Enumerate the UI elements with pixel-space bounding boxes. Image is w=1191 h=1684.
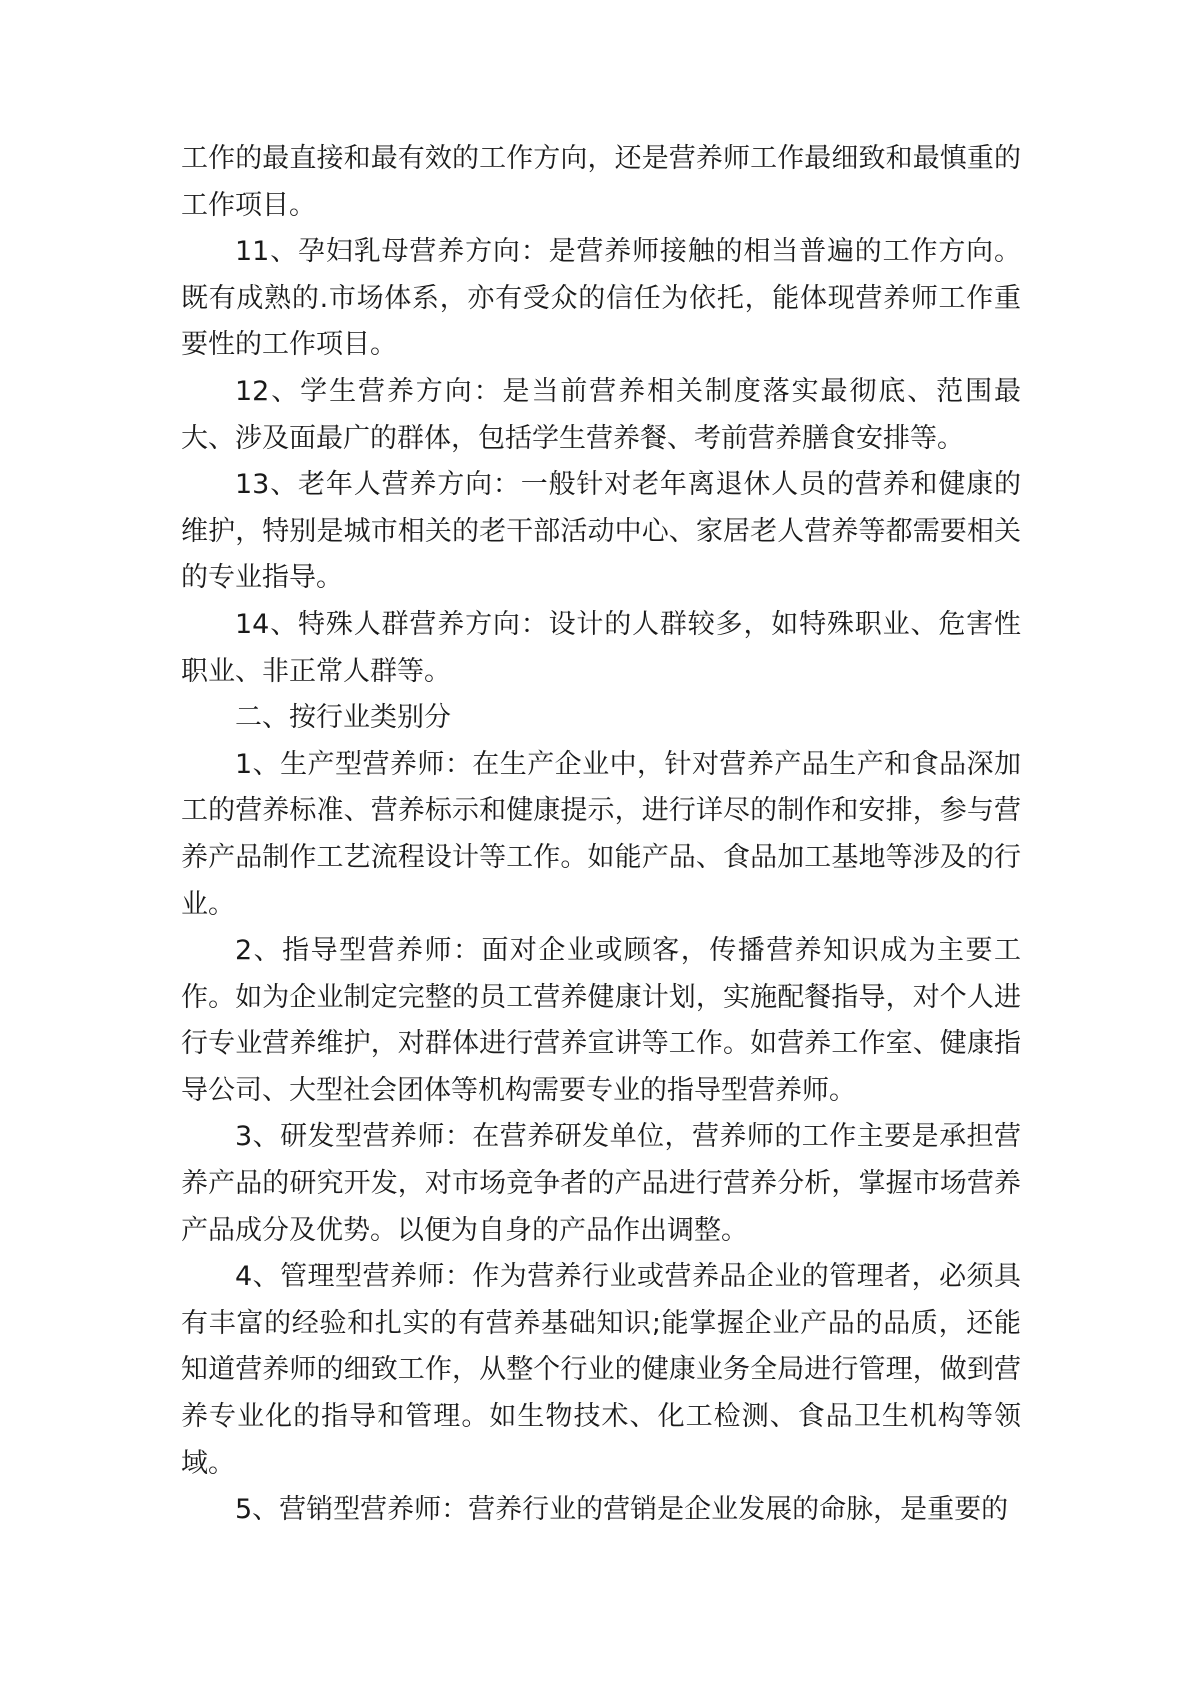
document-body <box>181 136 1021 1534</box>
paragraph-item-14: 14、特殊人群营养方向：设计的人群较多，如特殊职业、危害性职业、非正常人群等。 <box>181 608 1021 687</box>
paragraph-item-11: 11、孕妇乳母营养方向：是营养师接触的相当普遍的工作方向。既有成熟的.市场体系，亦有受众的信任为依托，能体现营养师工作重要性的工作项目。 <box>181 236 1021 361</box>
paragraph-industry-3: 3、研发型营养师：在营养研发单位，营养师的工作主要是承担营养产品的研究开发，对市场竞争者的产品进行营养分析，掌握市场营养产品成分及优势。以便为自身的产品作出调整。 <box>181 1121 1021 1246</box>
paragraph-industry-2: 2、指导型营养师：面对企业或顾客，传播营养知识成为主要工作。如为企业制定完整的员工营养健康计划，实施配餐指导，对个人进行专业营养维护，对群体进行营养宣讲等工作。如营养工作室、健康指导公司、大型社会团体等机构需要专业的指导型营养师。 <box>181 935 1021 1106</box>
section-heading: 二、按行业类别分 <box>235 702 451 734</box>
paragraph-industry-5: 5、营销型营养师：营养行业的营销是企业发展的命脉，是重要的 <box>235 1494 1009 1526</box>
paragraph-industry-4: 4、管理型营养师：作为营养行业或营养品企业的管理者，必须具有丰富的经验和扎实的有营养基础知识;能掌握企业产品的品质，还能知道营养师的细致工作，从整个行业的健康业务全局进行管理，做到营养专业化的指导和管理。如生物技术、化工检测、食品卫生机构等领域。 <box>181 1261 1021 1479</box>
paragraph-continuation: 工作的最直接和最有效的工作方向，还是营养师工作最细致和最慎重的工作项目。 <box>181 143 1021 221</box>
paragraph-industry-1: 1、生产型营养师：在生产企业中，针对营养产品生产和食品深加工的营养标准、营养标示和健康提示，进行详尽的制作和安排，参与营养产品制作工艺流程设计等工作。如能产品、食品加工基地等涉及的行业。 <box>181 748 1021 920</box>
paragraph-item-12: 12、学生营养方向：是当前营养相关制度落实最彻底、范围最大、涉及面最广的群体，包括学生营养餐、考前营养膳食安排等。 <box>181 375 1021 454</box>
paragraph-item-13: 13、老年人营养方向：一般针对老年离退休人员的营养和健康的维护，特别是城市相关的老干部活动中心、家居老人营养等都需要相关的专业指导。 <box>181 469 1021 594</box>
